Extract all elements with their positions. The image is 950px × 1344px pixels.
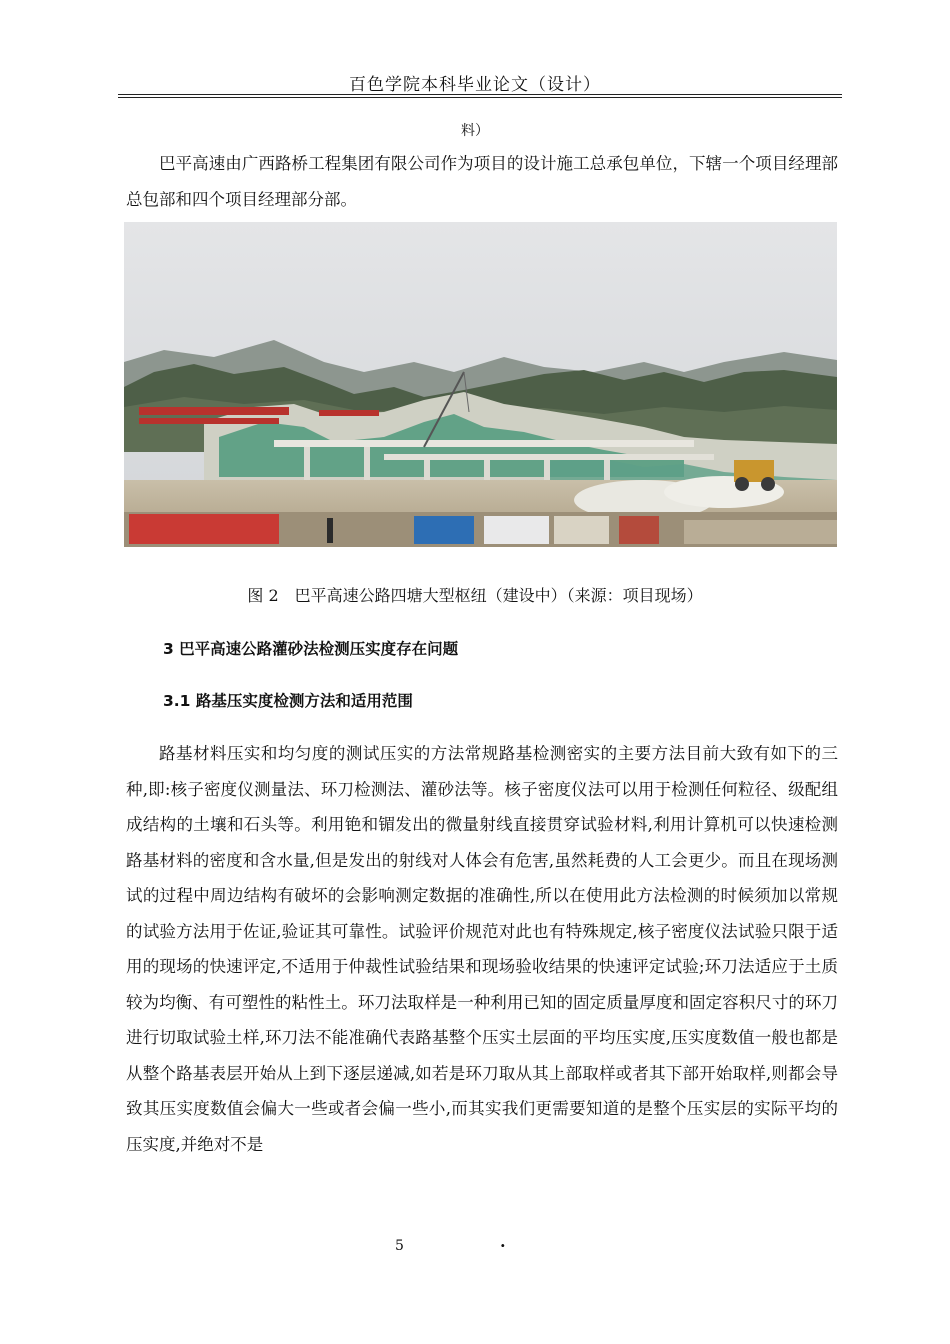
page-header-title: 百色学院本科毕业论文（设计） [349,75,601,95]
figure-construction-photo [124,222,837,547]
paragraph-intro: 巴平高速由广西路桥工程集团有限公司作为项目的设计施工总承包单位，下辖一个项目经理部总包部和四个项目经理部分部。 [126,154,838,209]
section-heading-3: 3 巴平高速公路灌砂法检测压实度存在问题 [163,640,459,658]
section-heading-3-1: 3.1 路基压实度检测方法和适用范围 [163,692,413,710]
header-rule [118,94,842,95]
footer-dot: . [500,1232,506,1251]
figure-caption: 图 2 巴平高速公路四塘大型枢纽（建设中）（来源：项目现场） [247,586,703,605]
header-rule-thin [118,97,842,98]
page-number: 5 [395,1238,404,1254]
paragraph-body: 路基材料压实和均匀度的测试压实的方法常规路基检测密实的主要方法目前大致有如下的三种,即:核子密度仪测量法、环刀检测法、灌砂法等。核子密度仪法可以用于检测任何粒径、级配组成结构的土壤和石头等。利用铯和镅发出的微量射线直接贯穿试验材料,利用计算机可以快速检测路基材料的密度和含水量,但是发出的射线对人体会有危害,虽然耗费的人工会更少。而且在现场测试的过程中周边结构有破坏的会影响测定数据的准确性,所以在使用此方法检测的时候须加以常规的试验方法用于佐证,验证其可靠性。试验评价规范对此也有特殊规定,核子密度仪法试验只限于适用的现场的快速评定,不适用于仲裁性试验结果和现场验收结果的快速评定试验;环刀法适应于土质较为均衡、有可塑性的粘性土。环刀法取样是一种利用已知的固定质量厚度和固定容积尺寸的环刀进行切取试验土样,环刀法不能准确代表路基整个压实土层面的平均压实度,压实度数值一般也都是从整个路基表层开始从上到下逐层递减,如若是环刀取从其上部取样或者其下部开始取样,则都会导致其压实度数值会偏大一些或者会偏一些小,而其实我们更需要知道的是整个压实层的实际平均的压实度,并绝对不是 [126,744,838,1154]
continuation-text: 料） [461,123,489,139]
